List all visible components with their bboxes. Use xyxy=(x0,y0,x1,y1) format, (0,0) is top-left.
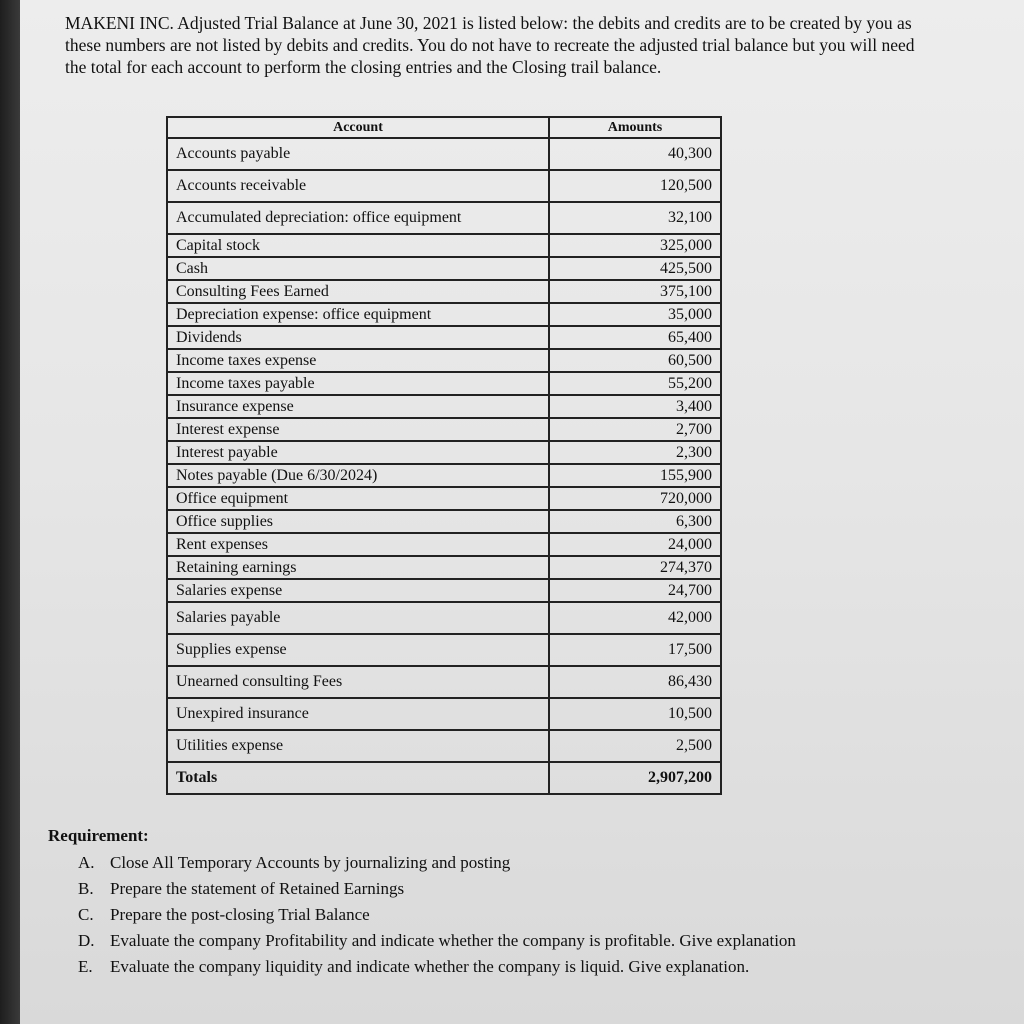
table-row xyxy=(167,441,721,464)
amount-cell: 32,100 xyxy=(549,202,721,234)
amount-cell: 6,300 xyxy=(549,510,721,533)
table-row xyxy=(167,510,721,533)
account-cell: Salaries payable xyxy=(167,602,549,634)
monitor-bezel xyxy=(0,0,20,1024)
amount-cell: 40,300 xyxy=(549,138,721,170)
totals-amount: 2,907,200 xyxy=(549,762,721,794)
account-cell: Utilities expense xyxy=(167,730,549,762)
account-cell: Rent expenses xyxy=(167,533,549,556)
table-row xyxy=(167,349,721,372)
requirement-item xyxy=(78,902,878,928)
table-header-row xyxy=(167,117,721,138)
intro-paragraph: MAKENI INC. Adjusted Trial Balance at June 30, 2021 is listed below: the debits and credits are to be created by you as these numbers are not listed by debits and credits. You do not have to recreate the adjusted trial balance but you will need the total for each account to perform the closing entries and the Closing trail balance. xyxy=(65,13,915,77)
requirement-letter: A. xyxy=(78,853,95,872)
account-cell: Accumulated depreciation: office equipment xyxy=(167,202,549,234)
table-row xyxy=(167,487,721,510)
account-cell: Office equipment xyxy=(167,487,549,510)
amount-cell: 2,700 xyxy=(549,418,721,441)
requirement-title: Requirement: xyxy=(48,826,149,845)
table-row xyxy=(167,464,721,487)
requirement-text: Prepare the statement of Retained Earnings xyxy=(110,879,405,898)
amount-cell: 120,500 xyxy=(549,170,721,202)
table-row xyxy=(167,730,721,762)
table-row xyxy=(167,395,721,418)
amount-cell: 274,370 xyxy=(549,556,721,579)
account-cell: Cash xyxy=(167,257,549,280)
table-row xyxy=(167,602,721,634)
table-row xyxy=(167,418,721,441)
table-row xyxy=(167,579,721,602)
table-row xyxy=(167,372,721,395)
account-cell: Retaining earnings xyxy=(167,556,549,579)
amount-cell: 3,400 xyxy=(549,395,721,418)
account-cell: Dividends xyxy=(167,326,549,349)
amount-cell: 42,000 xyxy=(549,602,721,634)
account-cell: Depreciation expense: office equipment xyxy=(167,303,549,326)
account-cell: Interest expense xyxy=(167,418,549,441)
account-cell: Unexpired insurance xyxy=(167,698,549,730)
requirement-letter: D. xyxy=(78,931,95,950)
account-cell: Consulting Fees Earned xyxy=(167,280,549,303)
account-cell: Accounts payable xyxy=(167,138,549,170)
account-cell: Income taxes payable xyxy=(167,372,549,395)
amount-cell: 720,000 xyxy=(549,487,721,510)
account-cell: Salaries expense xyxy=(167,579,549,602)
requirement-text: Evaluate the company Profitability and indicate whether the company is profitable. Give explanation xyxy=(110,931,796,950)
requirement-letter: C. xyxy=(78,905,94,924)
table-row xyxy=(167,326,721,349)
account-cell: Interest payable xyxy=(167,441,549,464)
amount-cell: 155,900 xyxy=(549,464,721,487)
table-row xyxy=(167,138,721,170)
amount-cell: 425,500 xyxy=(549,257,721,280)
amount-cell: 24,000 xyxy=(549,533,721,556)
table-row xyxy=(167,280,721,303)
amount-cell: 325,000 xyxy=(549,234,721,257)
requirement-list xyxy=(78,850,878,980)
requirement-item xyxy=(78,876,878,902)
amount-cell: 65,400 xyxy=(549,326,721,349)
table-row xyxy=(167,698,721,730)
account-header: Account xyxy=(167,117,549,138)
account-cell: Capital stock xyxy=(167,234,549,257)
table-row xyxy=(167,170,721,202)
table-row xyxy=(167,234,721,257)
account-cell: Unearned consulting Fees xyxy=(167,666,549,698)
totals-label: Totals xyxy=(167,762,549,794)
account-cell: Income taxes expense xyxy=(167,349,549,372)
amount-cell: 2,300 xyxy=(549,441,721,464)
table-row xyxy=(167,666,721,698)
requirement-letter: B. xyxy=(78,879,94,898)
requirement-text: Close All Temporary Accounts by journalizing and posting xyxy=(110,853,511,872)
amount-header: Amounts xyxy=(549,117,721,138)
amount-cell: 375,100 xyxy=(549,280,721,303)
amount-cell: 35,000 xyxy=(549,303,721,326)
account-cell: Notes payable (Due 6/30/2024) xyxy=(167,464,549,487)
amount-cell: 17,500 xyxy=(549,634,721,666)
table-row xyxy=(167,634,721,666)
amount-cell: 2,500 xyxy=(549,730,721,762)
account-cell: Office supplies xyxy=(167,510,549,533)
amount-cell: 86,430 xyxy=(549,666,721,698)
requirement-text: Evaluate the company liquidity and indicate whether the company is liquid. Give explanation. xyxy=(110,957,750,976)
table-row xyxy=(167,202,721,234)
table-row xyxy=(167,257,721,280)
requirement-letter: E. xyxy=(78,957,93,976)
trial-balance-table xyxy=(166,116,722,795)
account-cell: Accounts receivable xyxy=(167,170,549,202)
account-cell: Supplies expense xyxy=(167,634,549,666)
amount-cell: 55,200 xyxy=(549,372,721,395)
totals-row xyxy=(167,762,721,794)
amount-cell: 10,500 xyxy=(549,698,721,730)
amount-cell: 60,500 xyxy=(549,349,721,372)
requirement-item xyxy=(78,850,878,876)
table-row xyxy=(167,556,721,579)
table-row xyxy=(167,533,721,556)
amount-cell: 24,700 xyxy=(549,579,721,602)
requirement-item xyxy=(78,954,878,980)
requirement-text: Prepare the post-closing Trial Balance xyxy=(110,905,370,924)
account-cell: Insurance expense xyxy=(167,395,549,418)
table-row xyxy=(167,303,721,326)
requirement-item xyxy=(78,928,878,954)
